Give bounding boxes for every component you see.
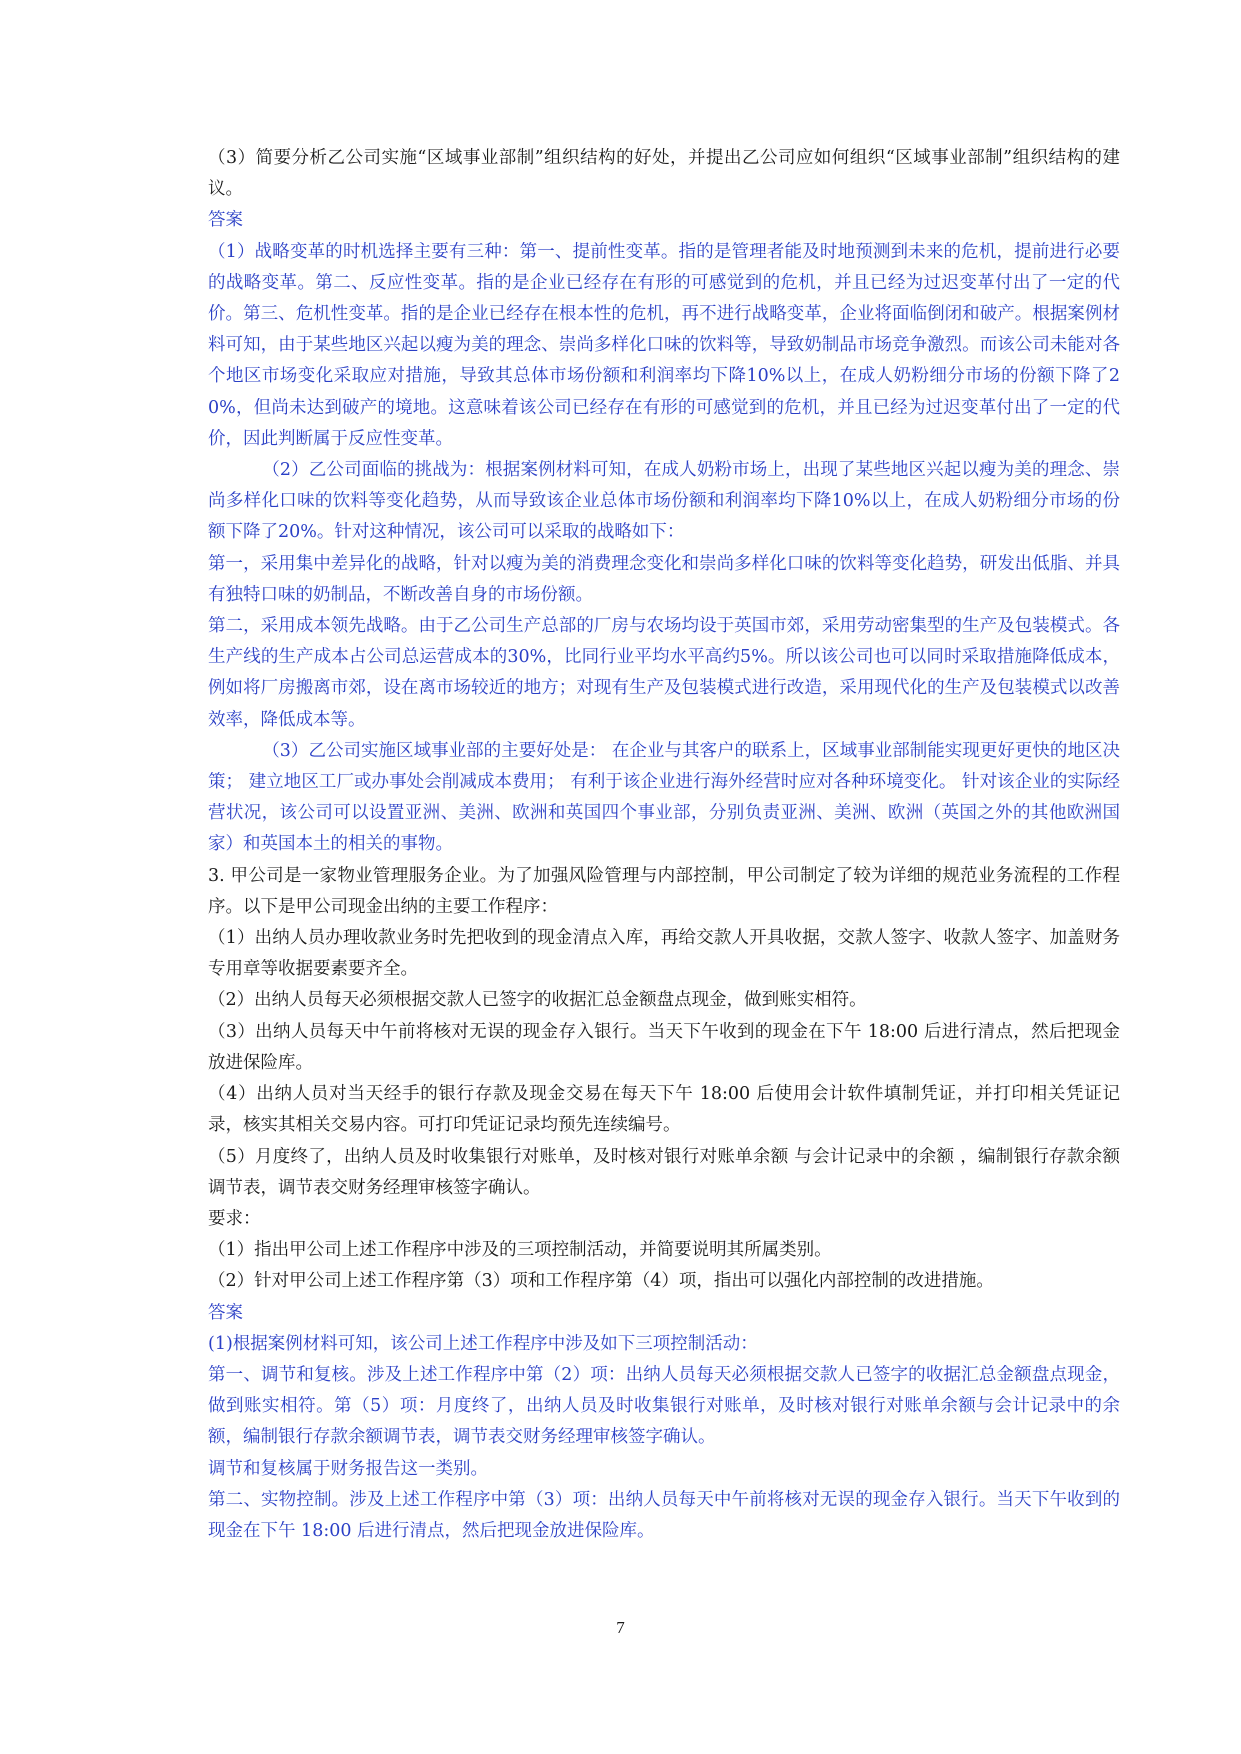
question-3-requirement-1: （1）指出甲公司上述工作程序中涉及的三项控制活动，并简要说明其所属类别。 (208, 1240, 832, 1261)
question-2-requirement-3: （3）简要分析乙公司实施“区域事业部制”组织结构的好处，并提出乙公司应如何组织“区域事业部制”组织结构的建议。 (208, 148, 1120, 200)
answer-paragraph-2-strategy-2: 第二，采用成本领先战略。由于乙公司生产总部的厂房与农场均设于英国市郊，采用劳动密集型的生产及包装模式。各生产线的生产成本占公司总运营成本的30%，比同行业平均水平高约5%。所以该公司也可以同时采取措施降低成本，例如将厂房搬离市郊，设在离市场较近的地方；对现有生产及包装模式进行改造，采用现代化的生产及包装模式以改善效率，降低成本等。 (208, 616, 1120, 730)
answer-paragraph-1: （1）战略变革的时机选择主要有三种：第一、提前性变革。指的是管理者能及时地预测到未来的危机，提前进行必要的战略变革。第二、反应性变革。指的是企业已经存在有形的可感觉到的危机，并且已经为过迟变革付出了一定的代价。第三、危机性变革。指的是企业已经存在根本性的危机，再不进行战略变革，企业将面临倒闭和破产。根据案例材料可知，由于某些地区兴起以瘦为美的理念、崇尚多样化口味的饮料等，导致奶制品市场竞争激烈。而该公司未能对各个地区市场变化采取应对措施，导致其总体市场份额和利润率均下降10%以上，在成人奶粉细分市场的份额下降了20%，但尚未达到破产的境地。这意味着该公司已经存在有形的可感觉到的危机，并且已经为过迟变革付出了一定的代价，因此判断属于反应性变革。 (208, 241, 1120, 449)
question-3-answer-1-item-1-category: 调节和复核属于财务报告这一类别。 (208, 1458, 488, 1479)
question-3-procedure-3: （3）出纳人员每天中午前将核对无误的现金存入银行。当天下午收到的现金在下午 18:00 后进行清点，然后把现金放进保险库。 (208, 1021, 1120, 1073)
answer-heading: 答案 (208, 210, 243, 231)
question-3-requirements-heading: 要求： (208, 1208, 261, 1229)
question-3-answer-1-item-2: 第二、实物控制。涉及上述工作程序中第（3）项：出纳人员每天中午前将核对无误的现金存入银行。当天下午收到的现金在下午 18:00 后进行清点，然后把现金放进保险库。 (208, 1489, 1120, 1541)
question-3-answer-1: (1)根据案例材料可知，该公司上述工作程序中涉及如下三项控制活动： (208, 1333, 758, 1354)
answer-heading-2: 答案 (208, 1302, 243, 1323)
answer-paragraph-2: （2）乙公司面临的挑战为：根据案例材料可知，在成人奶粉市场上，出现了某些地区兴起以瘦为美的理念、崇尚多样化口味的饮料等变化趋势，从而导致该企业总体市场份额和利润率均下降10%以上，在成人奶粉细分市场的份额下降了20%。针对这种情况，该公司可以采取的战略如下： (208, 460, 1120, 543)
answer-paragraph-3: （3）乙公司实施区域事业部的主要好处是： 在企业与其客户的联系上，区域事业部制能实现更好更快的地区决策； 建立地区工厂或办事处会削减成本费用； 有利于该企业进行海外经营时应对各种环境变化。 针对该企业的实际经营状况，该公司可以设置亚洲、美洲、欧洲和英国四个事业部，分别负责亚洲、美洲、欧洲（英国之外的其他欧洲国家）和英国本土的相关的事物。 (208, 740, 1120, 855)
question-3-answer-1-item-1: 第一、调节和复核。涉及上述工作程序中第（2）项：出纳人员每天必须根据交款人已签字的收据汇总金额盘点现金，做到账实相符。第（5）项：月度终了，出纳人员及时收集银行对账单，及时核对银行对账单余额与会计记录中的余额，编制银行存款余额调节表，调节表交财务经理审核签字确认。 (208, 1364, 1120, 1448)
answer-paragraph-2-strategy-1: 第一，采用集中差异化的战略，针对以瘦为美的消费理念变化和崇尚多样化口味的饮料等变化趋势，研发出低脂、并具有独特口味的奶制品，不断改善自身的市场份额。 (208, 553, 1120, 605)
question-3-intro: 3. 甲公司是一家物业管理服务企业。为了加强风险管理与内部控制，甲公司制定了较为详细的规范业务流程的工作程序。以下是甲公司现金出纳的主要工作程序： (208, 865, 1120, 917)
question-3-procedure-5: （5）月度终了，出纳人员及时收集银行对账单，及时核对银行对账单余额 与会计记录中的余额 ，编制银行存款余额 调节表，调节表交财务经理审核签字确认。 (208, 1146, 1120, 1198)
document-body (208, 143, 1120, 1547)
question-3-procedure-2: （2）出纳人员每天必须根据交款人已签字的收据汇总金额盘点现金，做到账实相符。 (208, 990, 867, 1011)
question-3-requirement-2: （2）针对甲公司上述工作程序第（3）项和工作程序第（4）项，指出可以强化内部控制的改进措施。 (208, 1271, 994, 1292)
page-number: 7 (616, 1618, 625, 1637)
question-3-procedure-4: （4）出纳人员对当天经手的银行存款及现金交易在每天下午 18:00 后使用会计软件填制凭证，并打印相关凭证记录，核实其相关交易内容。可打印凭证记录均预先连续编号。 (208, 1084, 1120, 1136)
question-3-procedure-1: （1）出纳人员办理收款业务时先把收到的现金清点入库，再给交款人开具收据，交款人签字、收款人签字、加盖财务专用章等收据要素要齐全。 (208, 928, 1120, 980)
